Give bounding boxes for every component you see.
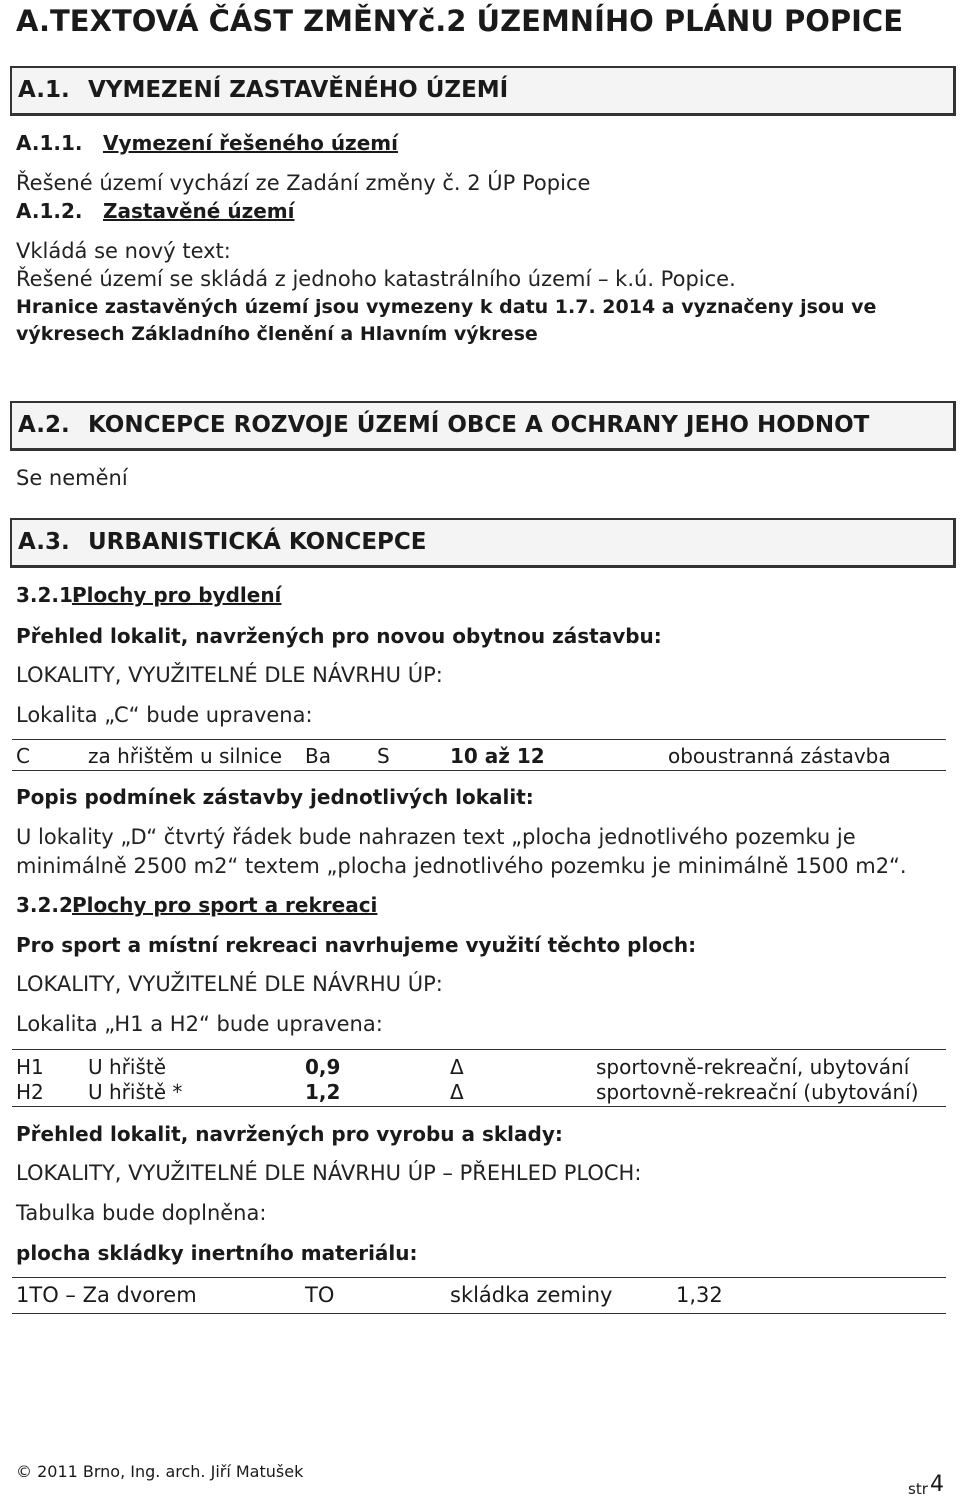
section-label: VYMEZENÍ ZASTAVĚNÉHO ÚZEMÍ [88, 77, 509, 103]
footer-page-number: 4 [930, 1472, 944, 1497]
table-cell: Δ [450, 1080, 464, 1104]
paragraph-lokalita-h: Lokalita „H1 a H2“ bude upravena: [16, 1012, 383, 1036]
subsection-number-a11: A.1.1. [16, 131, 83, 155]
section-heading-a1 [10, 66, 956, 116]
table-cell: skládka zeminy [450, 1283, 613, 1307]
table-cell: sportovně-rekreační, ubytování [596, 1055, 910, 1079]
section-number: A.3. [18, 529, 70, 555]
table-cell: Ba [305, 744, 331, 768]
table-cell: H1 [16, 1055, 44, 1079]
paragraph-reseni-uzemi: Řešené území vychází ze Zadání změny č. 2 ÚP Popice [16, 171, 591, 195]
table-rule-top [12, 1049, 946, 1050]
table-rule-bottom [12, 1106, 946, 1107]
paragraph-lokalita-d-line1: U lokality „D“ čtvrtý řádek bude nahrazen text „plocha jednotlivého pozemku je [16, 825, 856, 849]
table-rule-top [12, 739, 946, 740]
table-cell: sportovně-rekreační (ubytování) [596, 1080, 919, 1104]
paragraph-tabulka: Tabulka bude doplněna: [16, 1201, 267, 1225]
paragraph-hranice-line2: výkresech Základního členění a Hlavním výkrese [16, 323, 538, 345]
document-title: A.TEXTOVÁ ČÁST ZMĚNYč.2 ÚZEMNÍHO PLÁNU POPICE [16, 4, 904, 38]
paragraph-prehled-bydleni: Přehled lokalit, navržených pro novou obytnou zástavbu: [16, 624, 662, 648]
table-rule-bottom [12, 1313, 946, 1314]
table-cell: C [16, 744, 30, 768]
paragraph-plocha-skladky: plocha skládky inertního materiálu: [16, 1241, 418, 1265]
footer-page-prefix: str [908, 1480, 928, 1498]
table-rule-bottom [12, 770, 946, 771]
subsection-number-321: 3.2.1. [16, 583, 81, 607]
section-label: KONCEPCE ROZVOJE ÚZEMÍ OBCE A OCHRANY JEHO HODNOT [88, 412, 870, 438]
paragraph-lokalita-c: Lokalita „C“ bude upravena: [16, 703, 313, 727]
paragraph-katastralni: Řešené území se skládá z jednoho katastrálního území – k.ú. Popice. [16, 267, 736, 291]
subsection-number-a12: A.1.2. [16, 199, 83, 223]
paragraph-popis: Popis podmínek zástavby jednotlivých lokalit: [16, 785, 534, 809]
paragraph-se-nemeni: Se nemění [16, 466, 128, 490]
table-cell: oboustranná zástavba [668, 744, 891, 768]
paragraph-prehled-vyroba: Přehled lokalit, navržených pro vyrobu a sklady: [16, 1122, 563, 1146]
table-cell: Δ [450, 1055, 464, 1079]
table-cell: 10 až 12 [450, 744, 545, 768]
subsection-title-a12: Zastavěné území [103, 199, 295, 223]
paragraph-lokality-3: LOKALITY, VYUŽITELNÉ DLE NÁVRHU ÚP – PŘEHLED PLOCH: [16, 1161, 642, 1185]
section-label: URBANISTICKÁ KONCEPCE [88, 529, 427, 555]
section-number: A.2. [18, 412, 70, 438]
subsection-title-322: Plochy pro sport a rekreaci [72, 893, 378, 917]
paragraph-pro-sport: Pro sport a místní rekreaci navrhujeme využití těchto ploch: [16, 933, 697, 957]
subsection-title-a11: Vymezení řešeného území [103, 131, 398, 155]
footer-copyright: © 2011 Brno, Ing. arch. Jiří Matušek [16, 1462, 304, 1481]
table-cell: 0,9 [305, 1055, 341, 1079]
section-heading-a3 [10, 518, 956, 568]
table-cell: za hřištěm u silnice [88, 744, 283, 768]
table-cell: 1,32 [676, 1283, 723, 1307]
table-rule-top [12, 1277, 946, 1278]
paragraph-lokality-2: LOKALITY, VYUŽITELNÉ DLE NÁVRHU ÚP: [16, 972, 443, 996]
paragraph-lokalita-d-line2: minimálně 2500 m2“ textem „plocha jednotlivého pozemku je minimálně 1500 m2“. [16, 854, 907, 878]
table-cell: U hřiště [88, 1055, 167, 1079]
subsection-number-322: 3.2.2. [16, 893, 81, 917]
table-cell: S [377, 744, 390, 768]
table-cell: TO [305, 1283, 335, 1307]
section-number: A.1. [18, 77, 70, 103]
table-cell: 1TO – Za dvorem [16, 1283, 197, 1307]
section-heading-a2 [10, 401, 956, 451]
table-cell: U hřiště * [88, 1080, 183, 1104]
subsection-title-321: Plochy pro bydlení [72, 583, 282, 607]
table-cell: H2 [16, 1080, 44, 1104]
paragraph-new-text: Vkládá se nový text: [16, 239, 231, 263]
paragraph-hranice-line1: Hranice zastavěných území jsou vymezeny k datu 1.7. 2014 a vyznačeny jsou ve [16, 296, 877, 318]
table-cell: 1,2 [305, 1080, 341, 1104]
paragraph-lokality-1: LOKALITY, VYUŽITELNÉ DLE NÁVRHU ÚP: [16, 663, 443, 687]
